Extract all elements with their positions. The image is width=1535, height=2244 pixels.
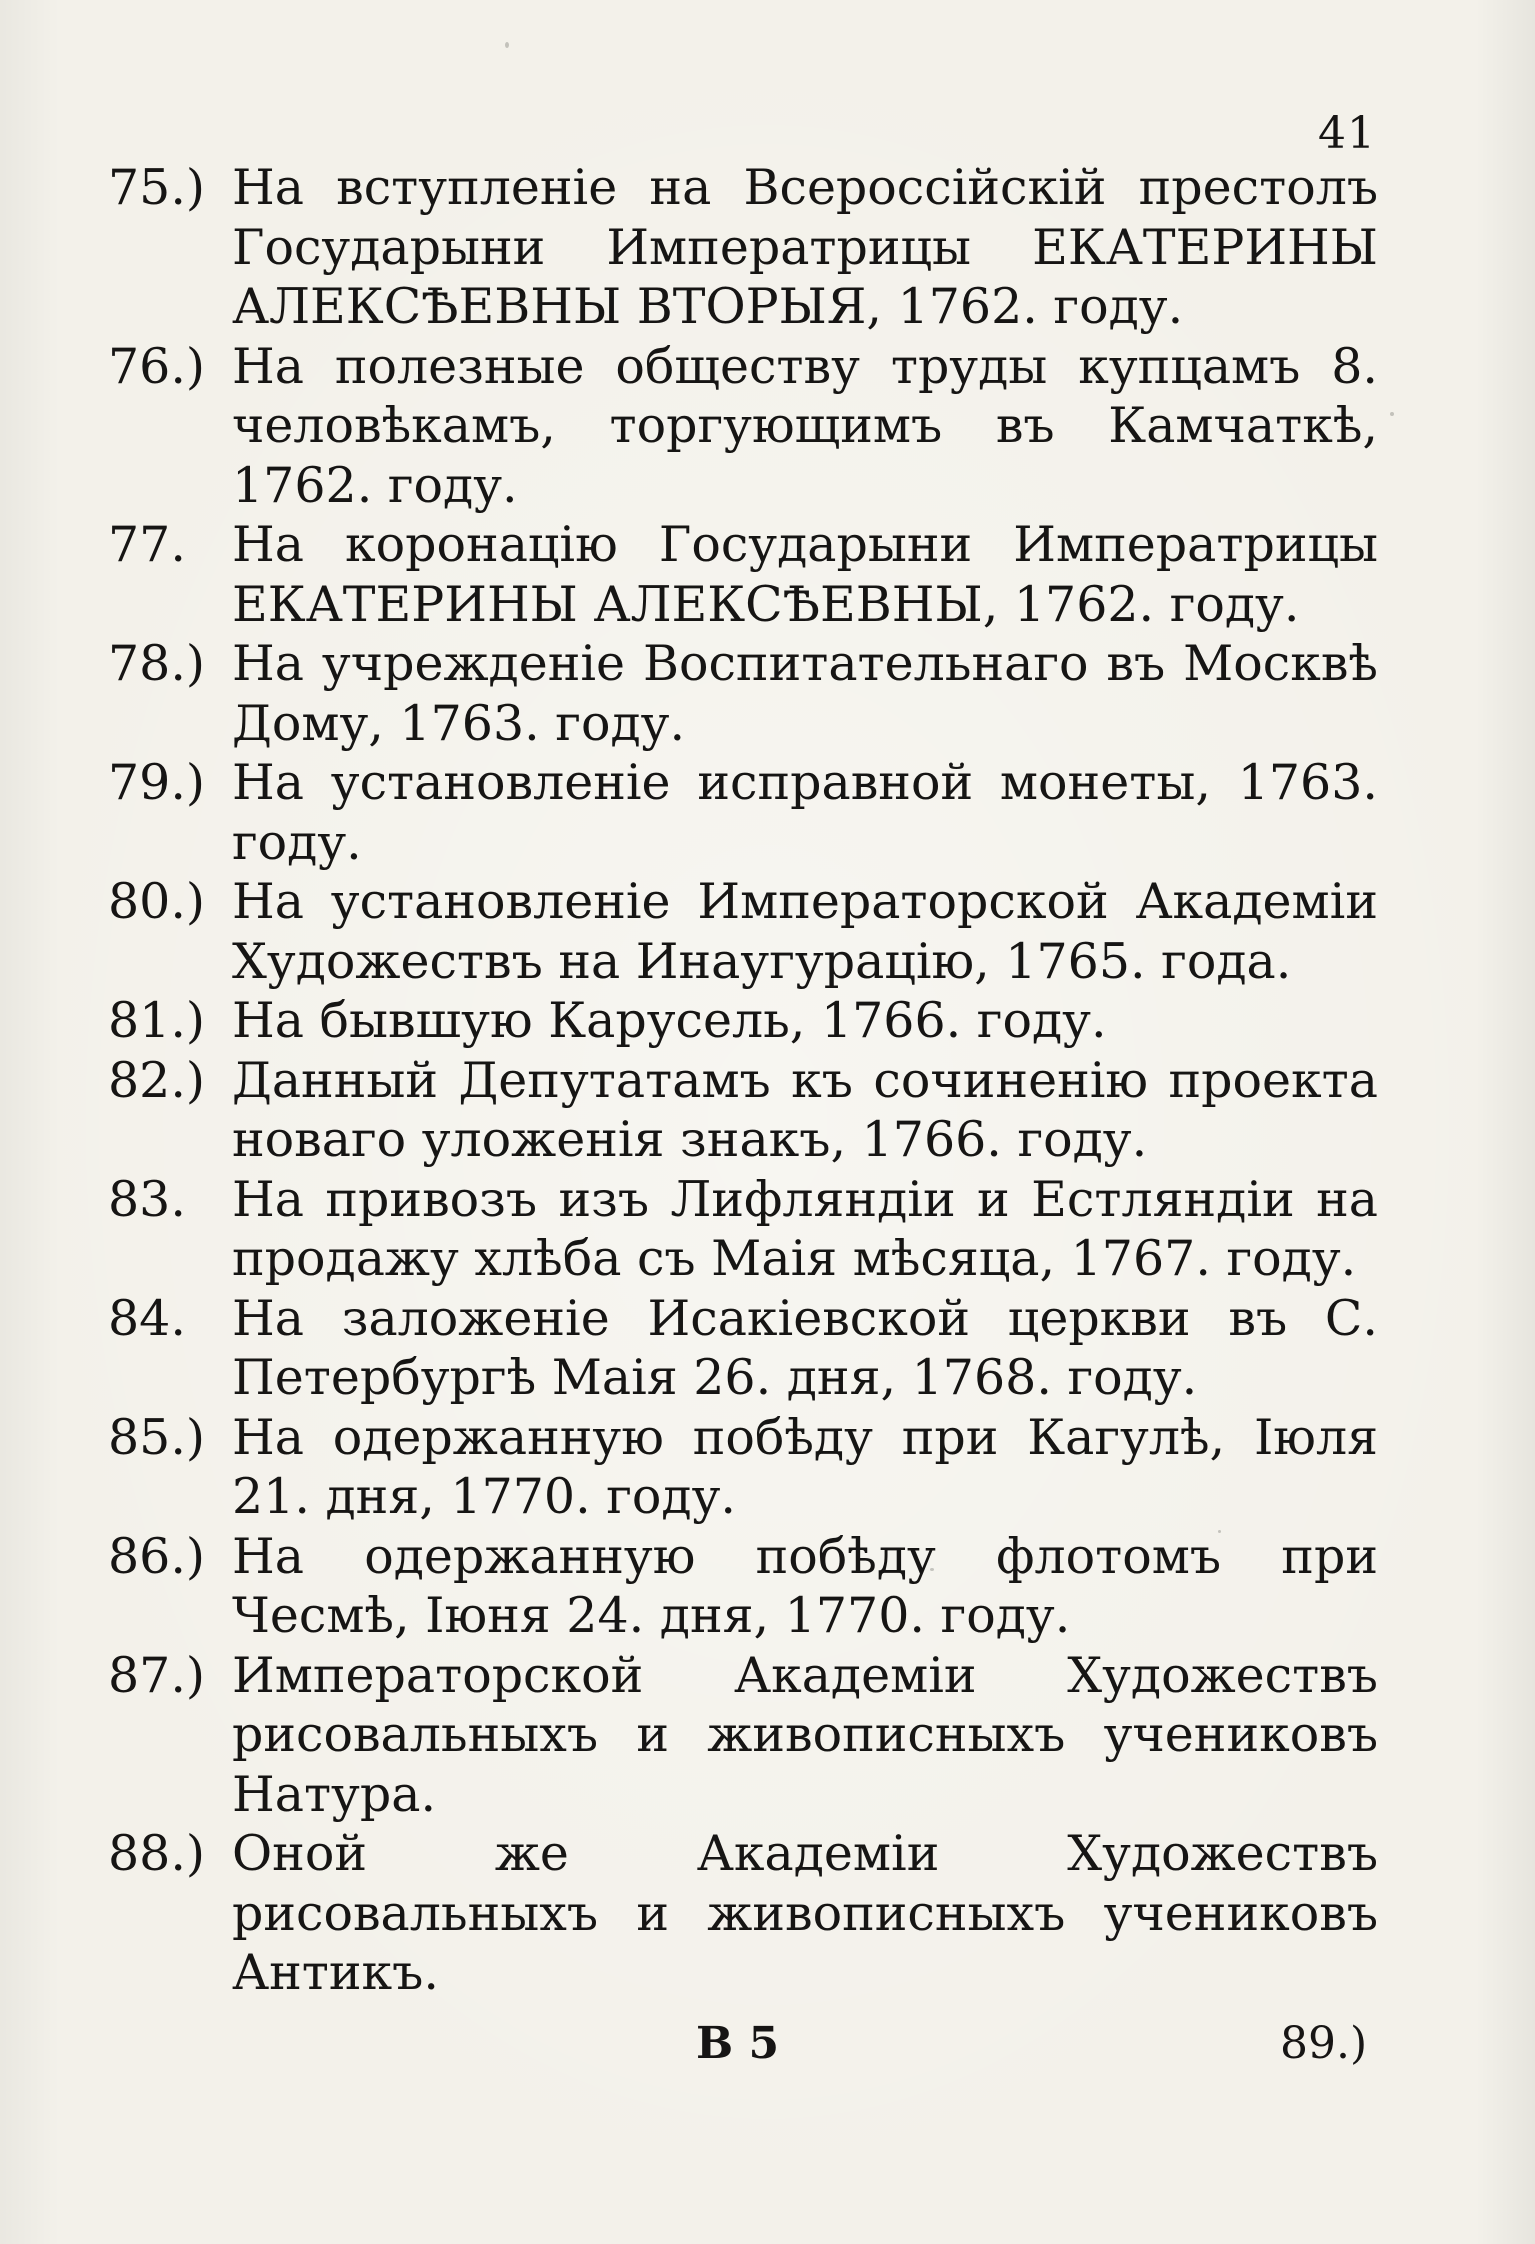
entry-number: 84. xyxy=(108,1289,186,1347)
entry-list xyxy=(108,158,1378,2003)
entry-text: На коронацію Государыни Императрицы ЕКАТЕРИНЫ АЛЕКСѢЕВНЫ, 1762. году. xyxy=(232,516,1378,633)
entry-text: На привозъ изъ Лифляндіи и Естляндіи на продажу хлѣба съ Маія мѣсяца, 1767. году. xyxy=(232,1170,1378,1287)
paper-speck xyxy=(1218,1530,1221,1533)
entry-number: 78.) xyxy=(108,635,206,692)
entry-text: Данный Депутатамъ къ сочиненію проекта новаго уложенія знакъ, 1766. году. xyxy=(232,1051,1378,1168)
entry-item xyxy=(108,753,1378,872)
entry-number: 88.) xyxy=(108,1825,206,1882)
entry-text: На одержанную побѣду флотомъ при Чесмѣ, Іюня 24. дня, 1770. году. xyxy=(232,1527,1378,1644)
entry-item xyxy=(108,1824,1378,2003)
entry-item xyxy=(108,634,1378,753)
printer-signature: В 5 xyxy=(696,2018,780,2069)
entry-text: На заложеніе Исакіевской церкви въ С. Петербургѣ Маія 26. дня, 1768. году. xyxy=(232,1289,1378,1406)
entry-number: 87.) xyxy=(108,1646,206,1704)
paper-speck xyxy=(1390,412,1394,416)
paper-speck xyxy=(505,42,509,48)
entry-text: На учрежденіе Воспитательнаго въ Москвѣ Дому, 1763. году. xyxy=(232,635,1378,752)
entry-number: 86.) xyxy=(108,1527,206,1585)
entry-text: На бывшую Карусель, 1766. году. xyxy=(232,992,1107,1049)
entry-number: 75.) xyxy=(108,159,206,216)
entry-number: 83. xyxy=(108,1170,186,1228)
entry-text: На полезные обществу труды купцамъ 8. человѣкамъ, торгующимъ въ Камчаткѣ, 1762. году. xyxy=(232,337,1378,514)
entry-item xyxy=(108,1289,1378,1408)
entry-number: 77. xyxy=(108,516,186,573)
entry-number: 76.) xyxy=(108,337,206,395)
paper-speck xyxy=(930,1568,934,1571)
entry-text: На вступленіе на Всероссійскій престолъ Государыни Императрицы ЕКАТЕРИНЫ АЛЕКСѢЕВНЫ ВТОРЫЯ, 1762. году. xyxy=(232,159,1378,335)
entry-text: На установленіе Императорской Академіи Художествъ на Инаугурацію, 1765. года. xyxy=(232,873,1378,990)
entry-text: На установленіе исправной монеты, 1763. году. xyxy=(232,754,1378,871)
entry-number: 80.) xyxy=(108,873,206,930)
catchword: 89.) xyxy=(1280,2018,1368,2069)
entry-text: Императорской Академіи Художествъ рисовальныхъ и живописныхъ учениковъ Натура. xyxy=(232,1646,1378,1823)
entry-item xyxy=(108,1408,1378,1527)
entry-item xyxy=(108,1051,1378,1170)
page-number: 41 xyxy=(1318,108,1376,159)
entry-item xyxy=(108,991,1378,1051)
entry-text: Оной же Академіи Художествъ рисовальныхъ и живописныхъ учениковъ Антикъ. xyxy=(232,1825,1378,2001)
entry-number: 82.) xyxy=(108,1051,206,1109)
entry-item xyxy=(108,1170,1378,1289)
entry-text: На одержанную побѣду при Кагулѣ, Іюля 21. дня, 1770. году. xyxy=(232,1408,1378,1525)
entry-number: 85.) xyxy=(108,1408,206,1466)
entry-number: 79.) xyxy=(108,754,206,811)
entry-item xyxy=(108,158,1378,337)
entry-number: 81.) xyxy=(108,992,206,1049)
entry-item xyxy=(108,337,1378,516)
entry-item xyxy=(108,872,1378,991)
entry-item xyxy=(108,515,1378,634)
entry-item xyxy=(108,1527,1378,1646)
entry-item xyxy=(108,1646,1378,1825)
